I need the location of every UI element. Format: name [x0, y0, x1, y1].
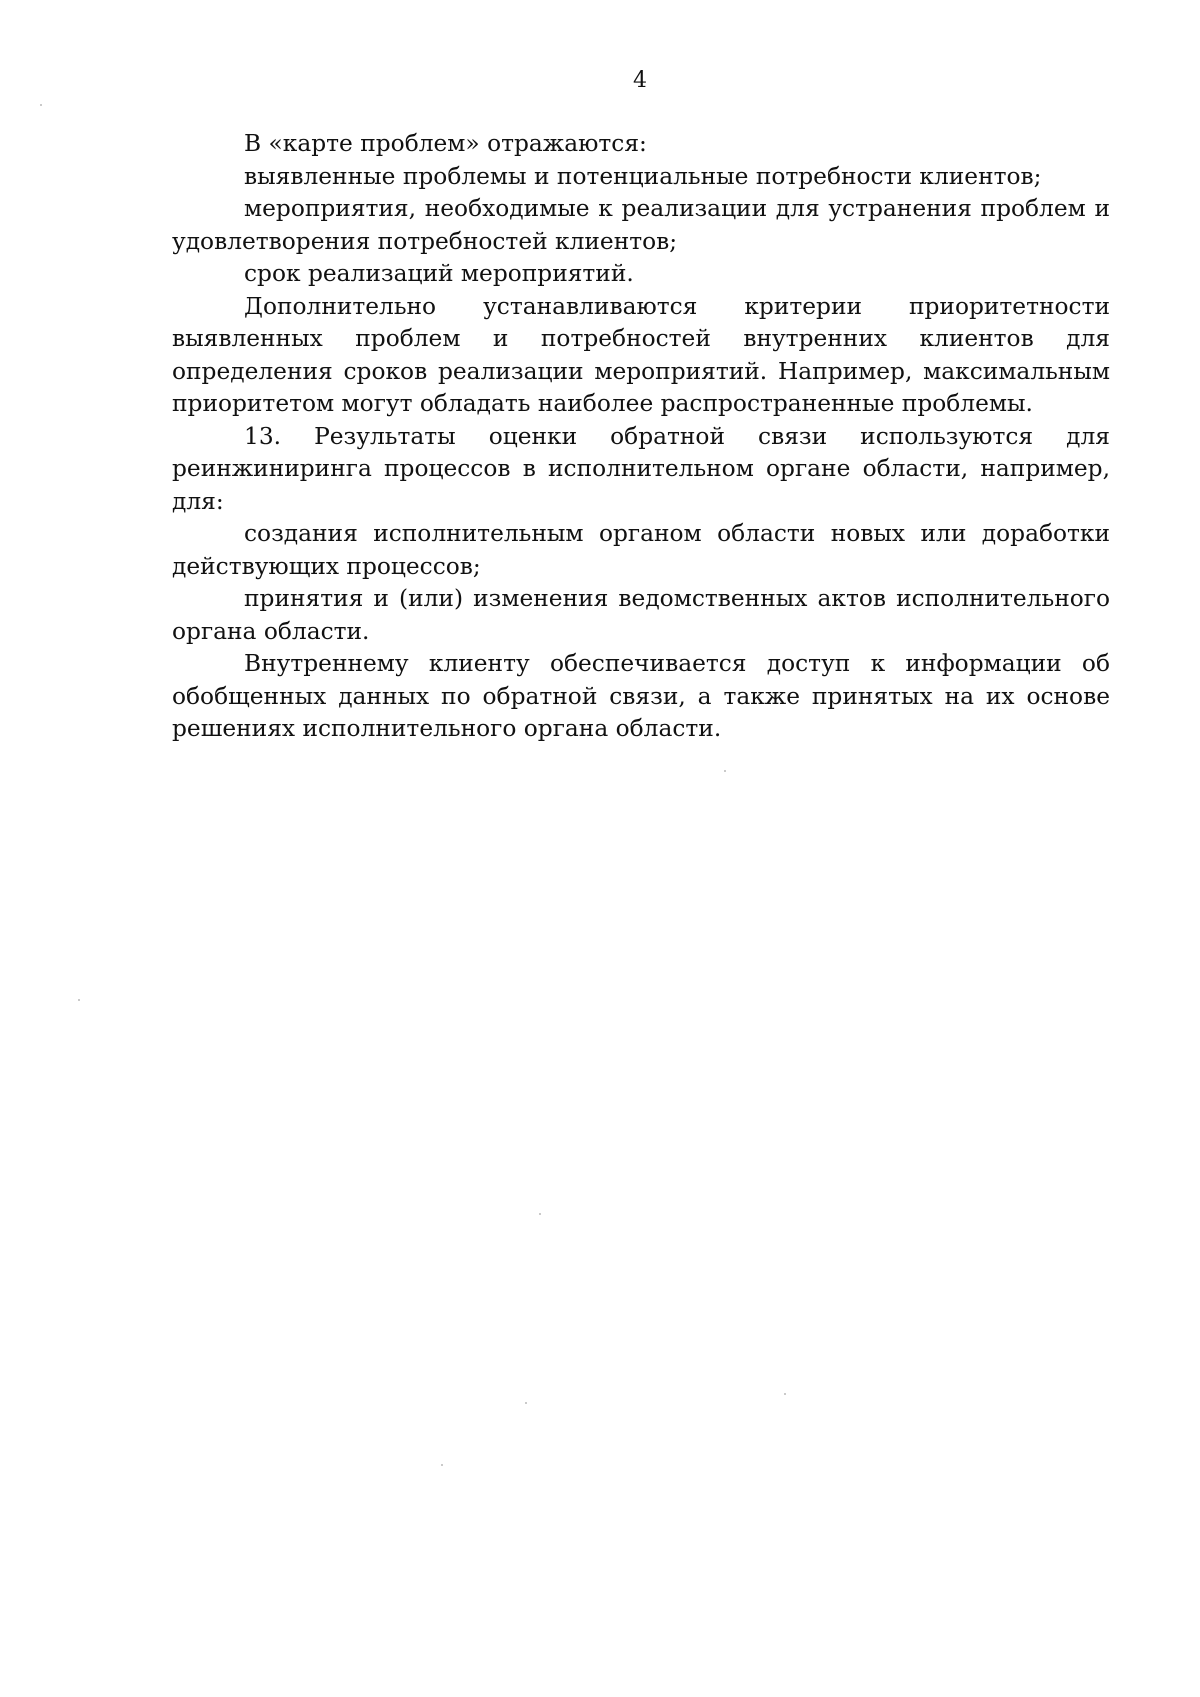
paragraph-problem-map-intro: В «карте проблем» отражаются:: [244, 130, 647, 157]
scan-speck: [525, 1402, 527, 1404]
scan-speck: [539, 1213, 541, 1215]
paragraph-item-13: 13. Результаты оценки обратной связи используются для реинжиниринга процессов в исполнительном органе области, например, для:: [172, 422, 1110, 515]
scan-speck: [724, 770, 726, 772]
scan-speck: [78, 999, 80, 1001]
paragraph-implementation-term: срок реализаций мероприятий.: [244, 260, 634, 287]
paragraph-client-access: Внутреннему клиенту обеспечивается доступ к информации об обобщенных данных по обратной связи, а также принятых на их основе решениях исполнительного органа области.: [172, 650, 1110, 742]
scan-speck: [40, 104, 42, 106]
paragraph-acts-adoption: принятия и (или) изменения ведомственных актов исполнительного органа области.: [172, 585, 1110, 645]
paragraph-identified-problems: выявленные проблемы и потенциальные потребности клиентов;: [244, 162, 1042, 190]
paragraph-process-creation: создания исполнительным органом области новых или доработки действующих процессов;: [172, 520, 1110, 580]
scan-speck: [441, 1464, 443, 1466]
scan-speck: [784, 1393, 786, 1395]
paragraph-required-measures: мероприятия, необходимые к реализации для устранения проблем и удовлетворения потребностей клиентов;: [172, 195, 1110, 255]
paragraph-priority-criteria: Дополнительно устанавливаются критерии приоритетности выявленных проблем и потребностей внутренних клиентов для определения сроков реализации мероприятий. Например, максимальным приоритетом могут обладать наиболее распространенные проблемы.: [172, 292, 1110, 417]
page-number: 4: [633, 68, 647, 93]
document-body: [172, 128, 1110, 746]
